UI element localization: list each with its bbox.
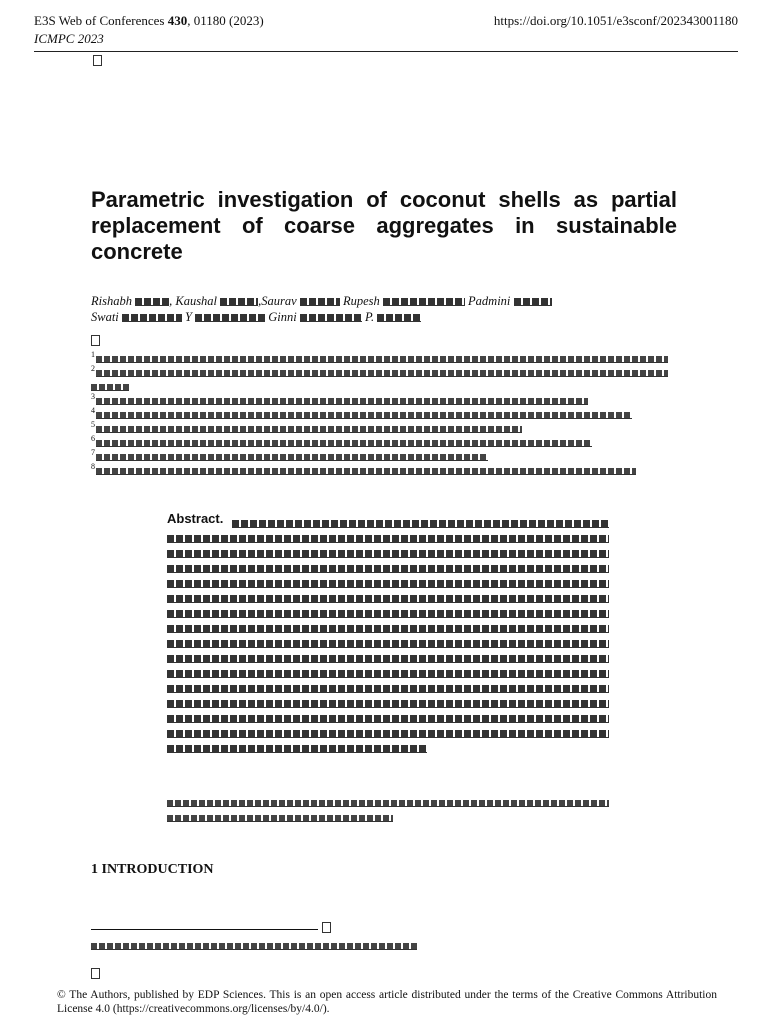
journal-name: E3S Web of Conferences bbox=[34, 13, 165, 28]
header-rule bbox=[34, 51, 738, 52]
affiliation-line: 7 bbox=[91, 448, 488, 466]
running-header-journal bbox=[34, 13, 264, 29]
author-name: Rishabh bbox=[91, 294, 132, 308]
affiliation-line: 8 bbox=[91, 462, 636, 480]
abstract-line bbox=[167, 740, 427, 758]
author-name: P. bbox=[364, 310, 375, 324]
author-line-1: Rishabh , Kaushal ,Saurav Rupesh Padmini bbox=[91, 293, 691, 309]
affiliation-line: 1 bbox=[91, 350, 668, 368]
author-name: Ginni bbox=[268, 310, 297, 324]
affiliation-line: 2 bbox=[91, 364, 668, 382]
section-heading: 1 INTRODUCTION bbox=[91, 862, 214, 877]
missing-glyph-icon bbox=[93, 55, 102, 66]
affiliation-line: 3 bbox=[91, 392, 588, 410]
journal-volume: 430 bbox=[167, 13, 188, 28]
author-name: Rupesh bbox=[342, 294, 380, 308]
conference-name: ICMPC 2023 bbox=[34, 31, 104, 46]
license-notice: © The Authors, published by EDP Sciences. This is an open access article distributed under the terms of the Creative Commons Attribution License 4.0 (https://creativecommons.org/licenses/by/4.0/). bbox=[57, 989, 717, 1015]
author-line-2 bbox=[91, 309, 691, 325]
missing-glyph-icon bbox=[91, 968, 100, 979]
article-number: , 01180 (2023) bbox=[187, 13, 264, 28]
missing-glyph-icon bbox=[322, 922, 331, 933]
author-name: Saurav bbox=[261, 294, 297, 308]
author-name: Kaushal bbox=[175, 294, 218, 308]
footnote-rule bbox=[91, 929, 318, 930]
abstract-label: Abstract. bbox=[167, 511, 224, 526]
affiliation-line: 6 bbox=[91, 434, 592, 452]
author-name: Padmini bbox=[468, 294, 511, 308]
keywords-line bbox=[167, 809, 393, 827]
corresponding-author-footnote bbox=[91, 937, 417, 955]
missing-glyph-icon bbox=[91, 335, 100, 346]
doi-link[interactable]: https://doi.org/10.1051/e3sconf/202343001180 bbox=[493, 13, 738, 28]
paper-title: Parametric investigation of coconut shells as partial replacement of coarse aggregates in sustainable concrete bbox=[91, 187, 677, 264]
author-name: Swati bbox=[91, 310, 119, 324]
author-name: Y bbox=[185, 310, 192, 324]
affiliation-line: 5 bbox=[91, 420, 522, 438]
affiliation-line: 4 bbox=[91, 406, 632, 424]
